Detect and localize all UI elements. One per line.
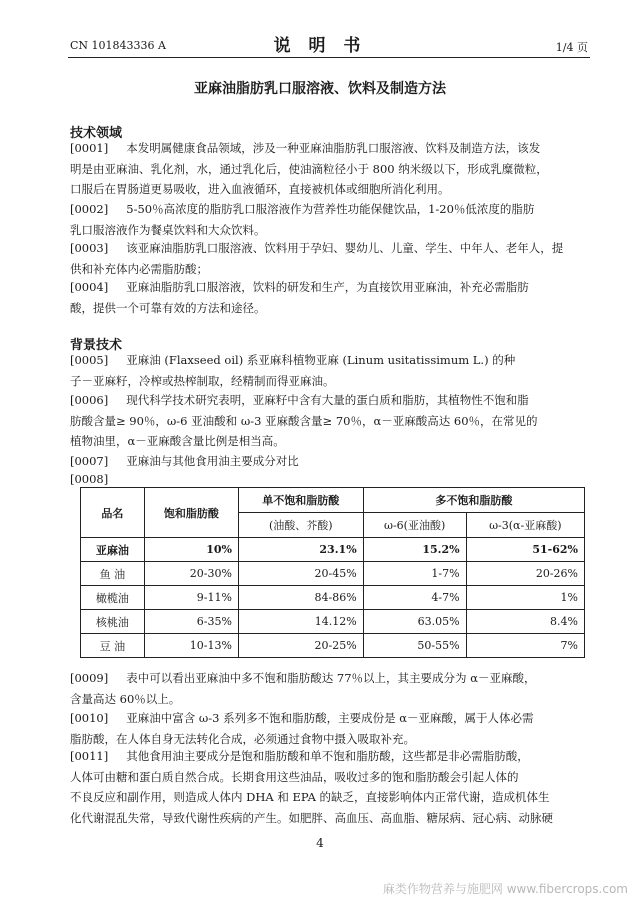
paragraph-line: 含量高达 60％以上。 [70, 691, 181, 706]
header-poly: 多不饱和脂肪酸 [363, 488, 584, 513]
paragraph-line: 本发明属健康食品领域，涉及一种亚麻油脂肪乳口服溶液、饮料及制造方法，该发 [126, 141, 541, 155]
cell-omega3: 51-62% [466, 538, 584, 562]
paragraph-line: 明是由亚麻油、乳化剂，水，通过乳化后，使油滴粒径小于 800 纳米级以下，形成乳糜微粒， [70, 161, 548, 176]
paragraph-line: 脂肪酸，在人体自身无法转化合成，必须通过食物中摄入吸取补充。 [70, 731, 415, 746]
table-row [81, 586, 585, 610]
table-row [81, 538, 585, 562]
cell-name: 亚麻油 [81, 538, 145, 562]
cell-saturated: 9-11% [144, 586, 238, 610]
paragraph-0010 [70, 708, 590, 749]
cell-omega6: 50-55% [363, 634, 466, 658]
paragraph-0004 [70, 277, 590, 318]
cell-saturated: 10-13% [144, 634, 238, 658]
header-divider [68, 57, 590, 58]
paragraph-0005 [70, 350, 590, 391]
paragraph-0001 [70, 138, 590, 200]
cell-name: 核桃油 [81, 610, 145, 634]
cell-omega6: 1-7% [363, 562, 466, 586]
document-title: 亚麻油脂肪乳口服溶液、饮料及制造方法 [194, 81, 446, 97]
header-omega3: ω-3(α-亚麻酸) [466, 513, 584, 538]
paragraph-line: 人体可由糖和蛋白质自然合成。长期食用这些油品，吸收过多的饱和脂肪酸会引起人体的 [70, 769, 519, 784]
paragraph-line: 亚麻油中富含 ω-3 系列多不饱和脂肪酸，主要成份是 α－亚麻酸，属于人体必需 [126, 711, 534, 725]
cell-omega3: 20-26% [466, 562, 584, 586]
oil-composition-table [80, 487, 585, 658]
paragraph-number: [0004] [70, 280, 109, 294]
page-indicator: 1/4 页 [555, 41, 588, 54]
page-number: 4 [316, 836, 324, 850]
table-row [81, 610, 585, 634]
cell-omega3: 1% [466, 586, 584, 610]
paragraph-0002 [70, 199, 590, 240]
paragraph-line: 5-50％高浓度的脂肪乳口服溶液作为营养性功能保健饮品，1-20％低浓度的脂肪 [126, 202, 535, 216]
paragraph-number: [0008] [70, 472, 109, 486]
paragraph-number: [0007] [70, 454, 109, 468]
header-mono: 单不饱和脂肪酸 [238, 488, 363, 513]
paragraph-number: [0003] [70, 241, 109, 255]
section-heading-tech-field: 技术领域 [70, 126, 123, 141]
watermark-text: 麻类作物营养与施肥网 www.fibercrops.com [382, 882, 628, 896]
cell-mono: 84-86% [238, 586, 363, 610]
paragraph-line: 亚麻油脂肪乳口服溶液，饮料的研发和生产，为直接饮用亚麻油，补充必需脂肪 [126, 280, 529, 294]
paragraph-line: 酸，提供一个可靠有效的方法和途径。 [70, 300, 266, 315]
paragraph-line: 该亚麻油脂肪乳口服溶液、饮料用于孕妇、婴幼儿、儿童、学生、中年人、老年人，提 [126, 241, 564, 255]
paragraph-line: 子－亚麻籽，冷榨或热榨制取，经精制而得亚麻油。 [70, 373, 335, 388]
paragraph-0006 [70, 390, 590, 452]
cell-name: 鱼 油 [81, 562, 145, 586]
cell-omega6: 4-7% [363, 586, 466, 610]
paragraph-number: [0005] [70, 353, 109, 367]
paragraph-number: [0009] [70, 671, 109, 685]
table-row [81, 634, 585, 658]
paragraph-line: 表中可以看出亚麻油中多不饱和脂肪酸达 77％以上，其主要成分为 α－亚麻酸， [126, 671, 536, 685]
paragraph-0009 [70, 668, 590, 709]
table-header-row [81, 488, 585, 513]
header-name: 品名 [81, 488, 145, 538]
paragraph-line: 其他食用油主要成分是饱和脂肪酸和单不饱和脂肪酸，这些都是非必需脂肪酸， [126, 749, 529, 763]
paragraph-number: [0002] [70, 202, 109, 216]
paragraph-line: 亚麻油与其他食用油主要成分对比 [126, 454, 299, 468]
paragraph-line: 现代科学技术研究表明，亚麻籽中含有大量的蛋白质和脂肪，其植物性不饱和脂 [126, 393, 529, 407]
cell-omega3: 8.4% [466, 610, 584, 634]
paragraph-line: 植物油里，α－亚麻酸含量比例是相当高。 [70, 434, 285, 448]
cell-saturated: 20-30% [144, 562, 238, 586]
doc-number: CN 101843336 A [70, 39, 166, 52]
paragraph-line: 化代谢混乱失常，导致代谢性疾病的产生。如肥胖、高血压、高血脂、糖尿病、冠心病、动脉硬 [70, 810, 553, 825]
cell-omega6: 63.05% [363, 610, 466, 634]
paragraph-number: [0011] [70, 749, 109, 763]
cell-mono: 20-45% [238, 562, 363, 586]
paragraph-number: [0010] [70, 711, 109, 725]
paragraph-0011 [70, 746, 590, 828]
header-omega6: ω-6(亚油酸) [363, 513, 466, 538]
paragraph-0003 [70, 238, 590, 279]
cell-saturated: 6-35% [144, 610, 238, 634]
header-mono-sub: (油酸、芥酸) [238, 513, 363, 538]
header-title: 说 明 书 [273, 36, 367, 56]
cell-mono: 14.12% [238, 610, 363, 634]
cell-name: 豆 油 [81, 634, 145, 658]
section-heading-background: 背景技术 [70, 338, 123, 353]
paragraph-line: 口服后在胃肠道更易吸收，进入血液循环，直接被机体或细胞所消化利用。 [70, 182, 450, 196]
paragraph-line: 肪酸含量≥ 90％，ω-6 亚油酸和 ω-3 亚麻酸含量≥ 70％，α－亚麻酸高达 60％，在常见的 [70, 413, 538, 428]
cell-omega6: 15.2% [363, 538, 466, 562]
paragraph-line: 不良反应和副作用，则造成人体内 DHA 和 EPA 的缺乏，直接影响体内正常代谢，造成机体生 [70, 790, 550, 804]
paragraph-line: 供和补充体内必需脂肪酸； [70, 261, 208, 276]
paragraph-number: [0001] [70, 141, 109, 155]
cell-name: 橄榄油 [81, 586, 145, 610]
cell-omega3: 7% [466, 634, 584, 658]
paragraph-line: 乳口服溶液作为餐桌饮料和大众饮料。 [70, 222, 266, 237]
cell-mono: 20-25% [238, 634, 363, 658]
cell-saturated: 10% [144, 538, 238, 562]
header-saturated: 饱和脂肪酸 [144, 488, 238, 538]
paragraph-line: 亚麻油 (Flaxseed oil) 系亚麻科植物亚麻 (Linum usitatissimum L.) 的种 [126, 353, 516, 367]
cell-mono: 23.1% [238, 538, 363, 562]
paragraph-number: [0006] [70, 393, 109, 407]
table-row [81, 562, 585, 586]
